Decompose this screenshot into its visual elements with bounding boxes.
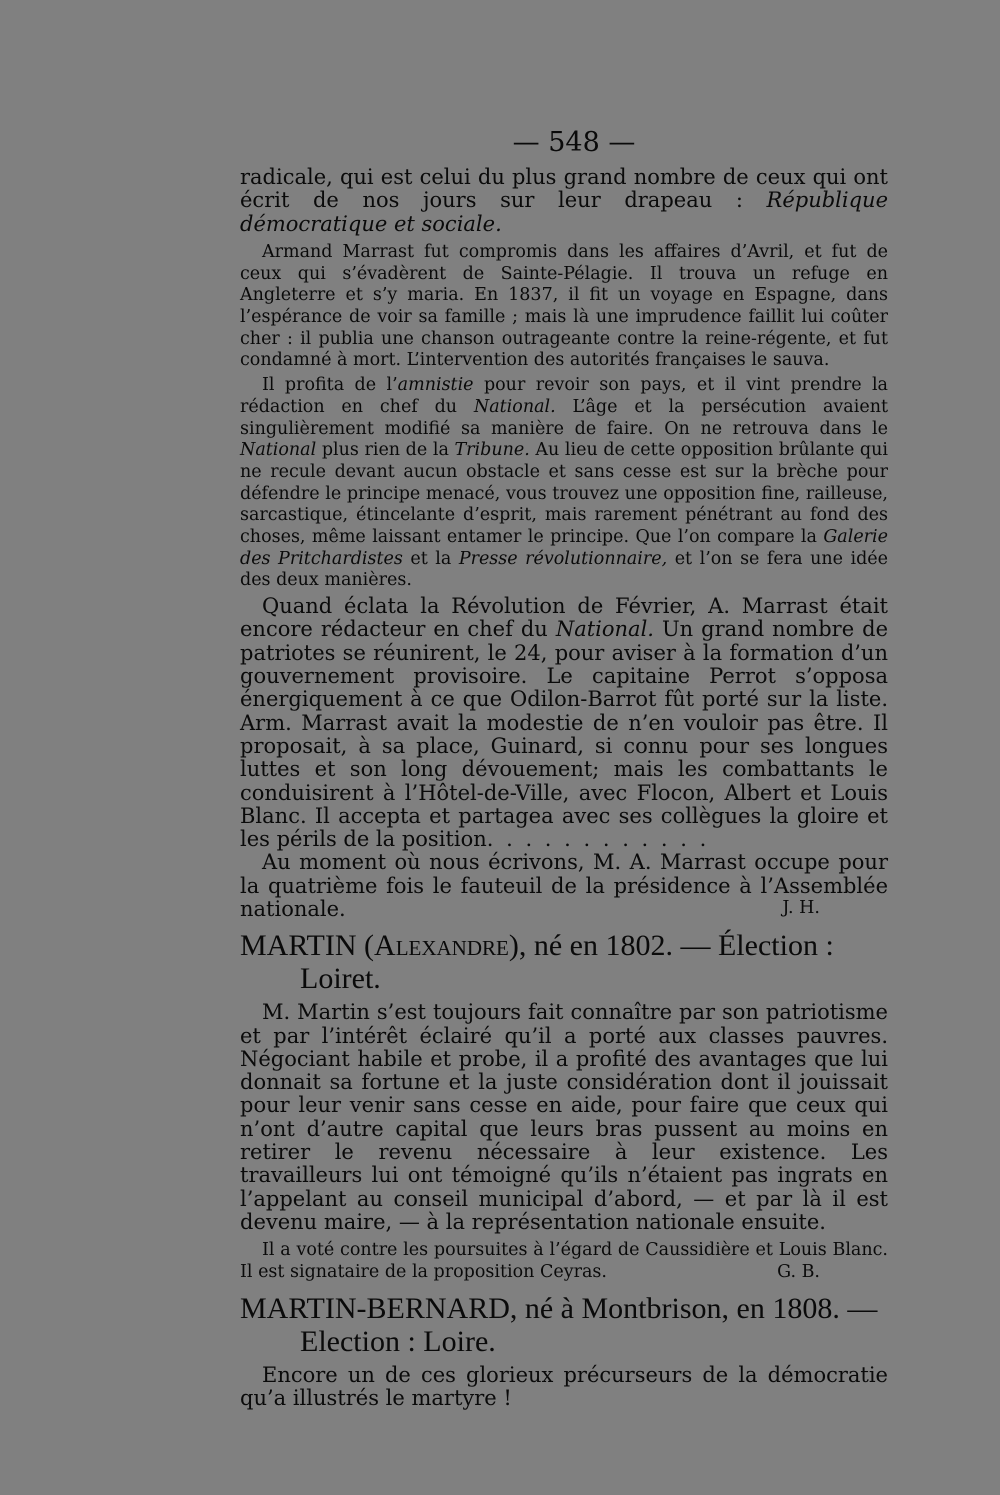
paragraph-3 (240, 375, 888, 592)
heading-martin-firstname: Alexandre (374, 929, 509, 963)
paragraph-4-text-a: Quand éclata la Révolution de Février, A. Marrast était encore rédacteur en chef du (240, 594, 888, 642)
paragraph-3-text-k: et la (402, 548, 459, 569)
paragraph-8: Encore un de ces glorieux précurseurs de la démocratie qu’a illustrés le martyre ! (240, 1362, 888, 1410)
paragraph-3-text-c: pour revoir son pays, et il vint prendre la rédaction en chef du (240, 375, 888, 417)
paragraph-2: Armand Marrast fut compromis dans les affaires d’Avril, et fut de ceux qui s’évadèrent de Sainte-Pélagie. Il trouva un refuge en Angleterre et s’y maria. En 1837, il fit un voyage en Espagne, dans l’espérance de voir sa famille ; mais là une imprudence faillit lui coûter cher : il publia une chanson outrageante contre la reine-régente, et fut condamné à mort. L’intervention des autorités françaises le sauva. (240, 241, 888, 371)
page-content (240, 128, 888, 1410)
paragraph-3-italic-presse: Presse révolutionnaire, (458, 548, 668, 569)
paragraph-7-text: Il a voté contre les poursuites à l’égard de Caussidière et Louis Blanc. Il est signataire de la proposition Ceyras. (240, 1240, 888, 1282)
paragraph-3-italic-galerie: Galerie des Pritchardistes (240, 527, 888, 569)
signature-gb: G. B. (777, 1261, 820, 1282)
heading-martin-details: ), né en 1802. — Élection : Loiret. (300, 929, 834, 996)
page-number: — 548 — (512, 127, 636, 158)
paragraph-7 (240, 1240, 888, 1283)
paragraph-6: M. Martin s’est toujours fait connaître par son patriotisme et par l’intérêt éclairé qu’il a porté aux classes pauvres. Négociant habile et probe, il a profité des avantages que lui donnait sa fortune et la juste considération dont il jouissait pour leur venir sans cesse en aide, pour faire que ceux qui n’ont d’autre capital que leurs bras pussent au moins en retirer le revenu nécessaire à leur existence. Les travailleurs lui ont témoigné qu’ils n’étaient pas ingrats en l’appelant au conseil municipal d’abord, — et par là il est devenu maire, — à la représentation nationale ensuite. (240, 1000, 888, 1234)
paragraph-4-dots: . . . . . . . . . . . . (486, 827, 710, 852)
paragraph-3-text-m: et l’on se fera une idée des deux manières. (240, 548, 888, 591)
heading-martin-name: MARTIN ( (240, 929, 375, 963)
paragraph-4-italic-national: National. (555, 617, 654, 642)
paragraph-3-italic-national-2: National (240, 440, 317, 461)
paragraph-3-italic-amnistie: amnistie (397, 375, 474, 396)
paragraph-4-text-c: Un grand nombre de patriotes se réunirent, le 24, pour aviser à la formation d’un gouvernement provisoire. Le capitaine Perrot s’opposa énergiquement à ce que Odilon-Barrot fût porté sur la liste. Arm. Marrast avait la modestie de n’en vouloir pas être. Il proposait, à sa place, Guinard, si connu pour ses longues luttes et son long dévouement; mais les combattants le conduisirent à l’Hôtel-de-Ville, avec Flocon, Albert et Louis Blanc. Il accepta et partagea avec ses collègues la gloire et les périls de la position (240, 617, 888, 852)
paragraph-3-italic-tribune: Tribune. (454, 440, 530, 461)
paragraph-3-text-a: Il profita de l’ (262, 375, 398, 396)
paragraph-3-text-i: Au lieu de cette opposition brûlante qui ne recule devant aucun obstacle et sans cesse est sur la brèche pour défendre le principe menacé, vous trouvez une opposition fine, railleuse, sarcastique, étincelante d’esprit, mais rarement pénétrant au fond des choses, même laissant entamer le principe. Que l’on compare la (240, 440, 888, 548)
paragraph-3-text-e: L’âge et la persécution avaient singulièrement modifié sa manière de faire. On ne retrouva dans le (240, 396, 888, 439)
signature-jh: J. H. (782, 898, 820, 918)
paragraph-4 (240, 595, 888, 851)
entry-heading-martin (240, 929, 888, 995)
paragraph-3-italic-national: National. (473, 396, 556, 417)
paragraph-1-italic: République démocratique et sociale. (240, 188, 888, 236)
paragraph-5 (240, 851, 888, 921)
paragraph-1 (240, 166, 888, 236)
paragraph-3-text-g: plus rien de la (316, 440, 455, 461)
paragraph-5-text: Au moment où nous écrivons, M. A. Marrast occupe pour la quatrième fois le fauteuil de la présidence à l’Assemblée nationale. (240, 850, 888, 921)
entry-heading-martin-bernard: MARTIN-BERNARD, né à Montbrison, en 1808. — Election : Loire. (240, 1291, 878, 1358)
paragraph-1-text: radicale, qui est celui du plus grand nombre de ceux qui ont écrit de nos jours sur leur drapeau : (240, 165, 888, 213)
